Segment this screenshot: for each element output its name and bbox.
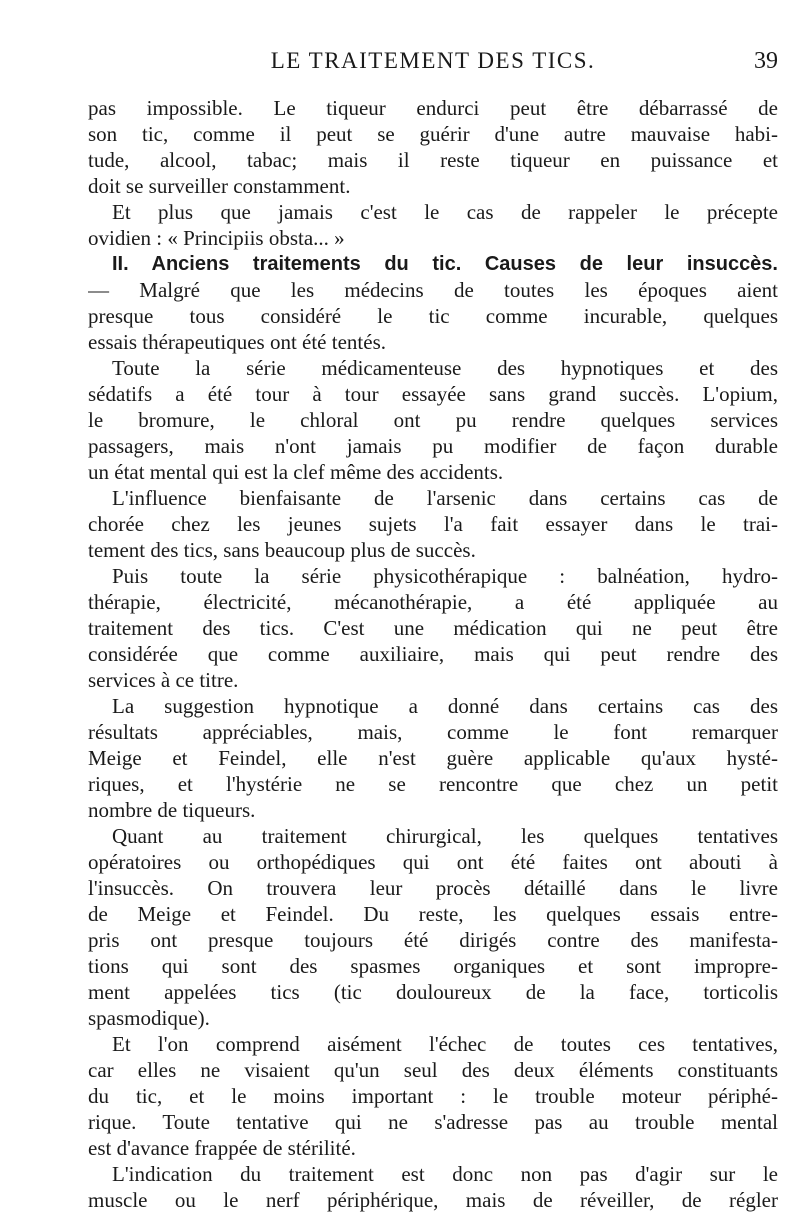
- running-title: LE TRAITEMENT DES TICS.: [270, 48, 596, 73]
- text-line: le bromure, le chloral ont pu rendre quelques services: [88, 408, 778, 432]
- text-line: Quant au traitement chirurgical, les quelques tentatives: [112, 824, 778, 848]
- text-line: tions qui sont des spasmes organiques et sont impropre-: [88, 954, 778, 978]
- text-line: traitement des tics. C'est une médication qui ne peut être: [88, 616, 778, 640]
- text-line: essais thérapeutiques ont été tentés.: [88, 330, 386, 354]
- text-line: tude, alcool, tabac; mais il reste tiqueur en puissance et: [88, 148, 778, 172]
- text-line: doit se surveiller constamment.: [88, 174, 351, 198]
- page-body-text: [88, 95, 778, 1213]
- text-line: Meige et Feindel, elle n'est guère applicable qu'aux hysté-: [88, 746, 778, 770]
- text-line: passagers, mais n'ont jamais pu modifier de façon durable: [88, 434, 778, 458]
- text-line: presque tous considéré le tic comme incurable, quelques: [88, 304, 778, 328]
- text-line: Toute la série médicamenteuse des hypnotiques et des: [112, 356, 778, 380]
- text-line: son tic, comme il peut se guérir d'une autre mauvaise habi-: [88, 122, 778, 146]
- section-heading-line: II. Anciens traitements du tic. Causes de leur insuccès.: [112, 253, 778, 275]
- text-line: L'influence bienfaisante de l'arsenic dans certains cas de: [112, 486, 778, 510]
- text-line: chorée chez les jeunes sujets l'a fait essayer dans le trai-: [88, 512, 778, 536]
- text-line: spasmodique).: [88, 1006, 210, 1030]
- text-line: nombre de tiqueurs.: [88, 798, 256, 822]
- text-line: tement des tics, sans beaucoup plus de succès.: [88, 538, 476, 562]
- text-line: sédatifs a été tour à tour essayée sans grand succès. L'opium,: [88, 382, 778, 406]
- text-line: services à ce titre.: [88, 668, 239, 692]
- text-line: l'insuccès. On trouvera leur procès détaillé dans le livre: [88, 876, 778, 900]
- text-line: muscle ou le nerf périphérique, mais de réveiller, de régler: [88, 1188, 778, 1212]
- text-line: Et plus que jamais c'est le cas de rappeler le précepte: [112, 200, 778, 224]
- page-number: 39: [754, 48, 778, 74]
- text-line: thérapie, électricité, mécanothérapie, a été appliquée au: [88, 590, 778, 614]
- text-line: ovidien : « Principiis obsta... »: [88, 226, 345, 250]
- text-line: de Meige et Feindel. Du reste, les quelques essais entre-: [88, 902, 778, 926]
- text-line: riques, et l'hystérie ne se rencontre que chez un petit: [88, 772, 778, 796]
- text-line: car elles ne visaient qu'un seul des deux éléments constituants: [88, 1058, 778, 1082]
- text-line: La suggestion hypnotique a donné dans certains cas des: [112, 694, 778, 718]
- text-line: du tic, et le moins important : le trouble moteur périphé-: [88, 1084, 778, 1108]
- text-line: — Malgré que les médecins de toutes les époques aient: [88, 278, 778, 302]
- text-line: est d'avance frappée de stérilité.: [88, 1136, 356, 1160]
- text-line: un état mental qui est la clef même des accidents.: [88, 460, 504, 484]
- text-line: ment appelées tics (tic douloureux de la face, torticolis: [88, 980, 778, 1004]
- text-line: L'indication du traitement est donc non pas d'agir sur le: [112, 1162, 778, 1186]
- running-head: [88, 48, 778, 82]
- text-line: considérée que comme auxiliaire, mais qui peut rendre des: [88, 642, 778, 666]
- text-line: opératoires ou orthopédiques qui ont été faites ont abouti à: [88, 850, 778, 874]
- text-line: rique. Toute tentative qui ne s'adresse pas au trouble mental: [88, 1110, 778, 1134]
- text-line: Puis toute la série physicothérapique : balnéation, hydro-: [112, 564, 778, 588]
- text-line: résultats appréciables, mais, comme le font remarquer: [88, 720, 778, 744]
- text-line: pas impossible. Le tiqueur endurci peut être débarrassé de: [88, 96, 778, 120]
- text-line: Et l'on comprend aisément l'échec de toutes ces tentatives,: [112, 1032, 778, 1056]
- text-line: pris ont presque toujours été dirigés contre des manifesta-: [88, 928, 778, 952]
